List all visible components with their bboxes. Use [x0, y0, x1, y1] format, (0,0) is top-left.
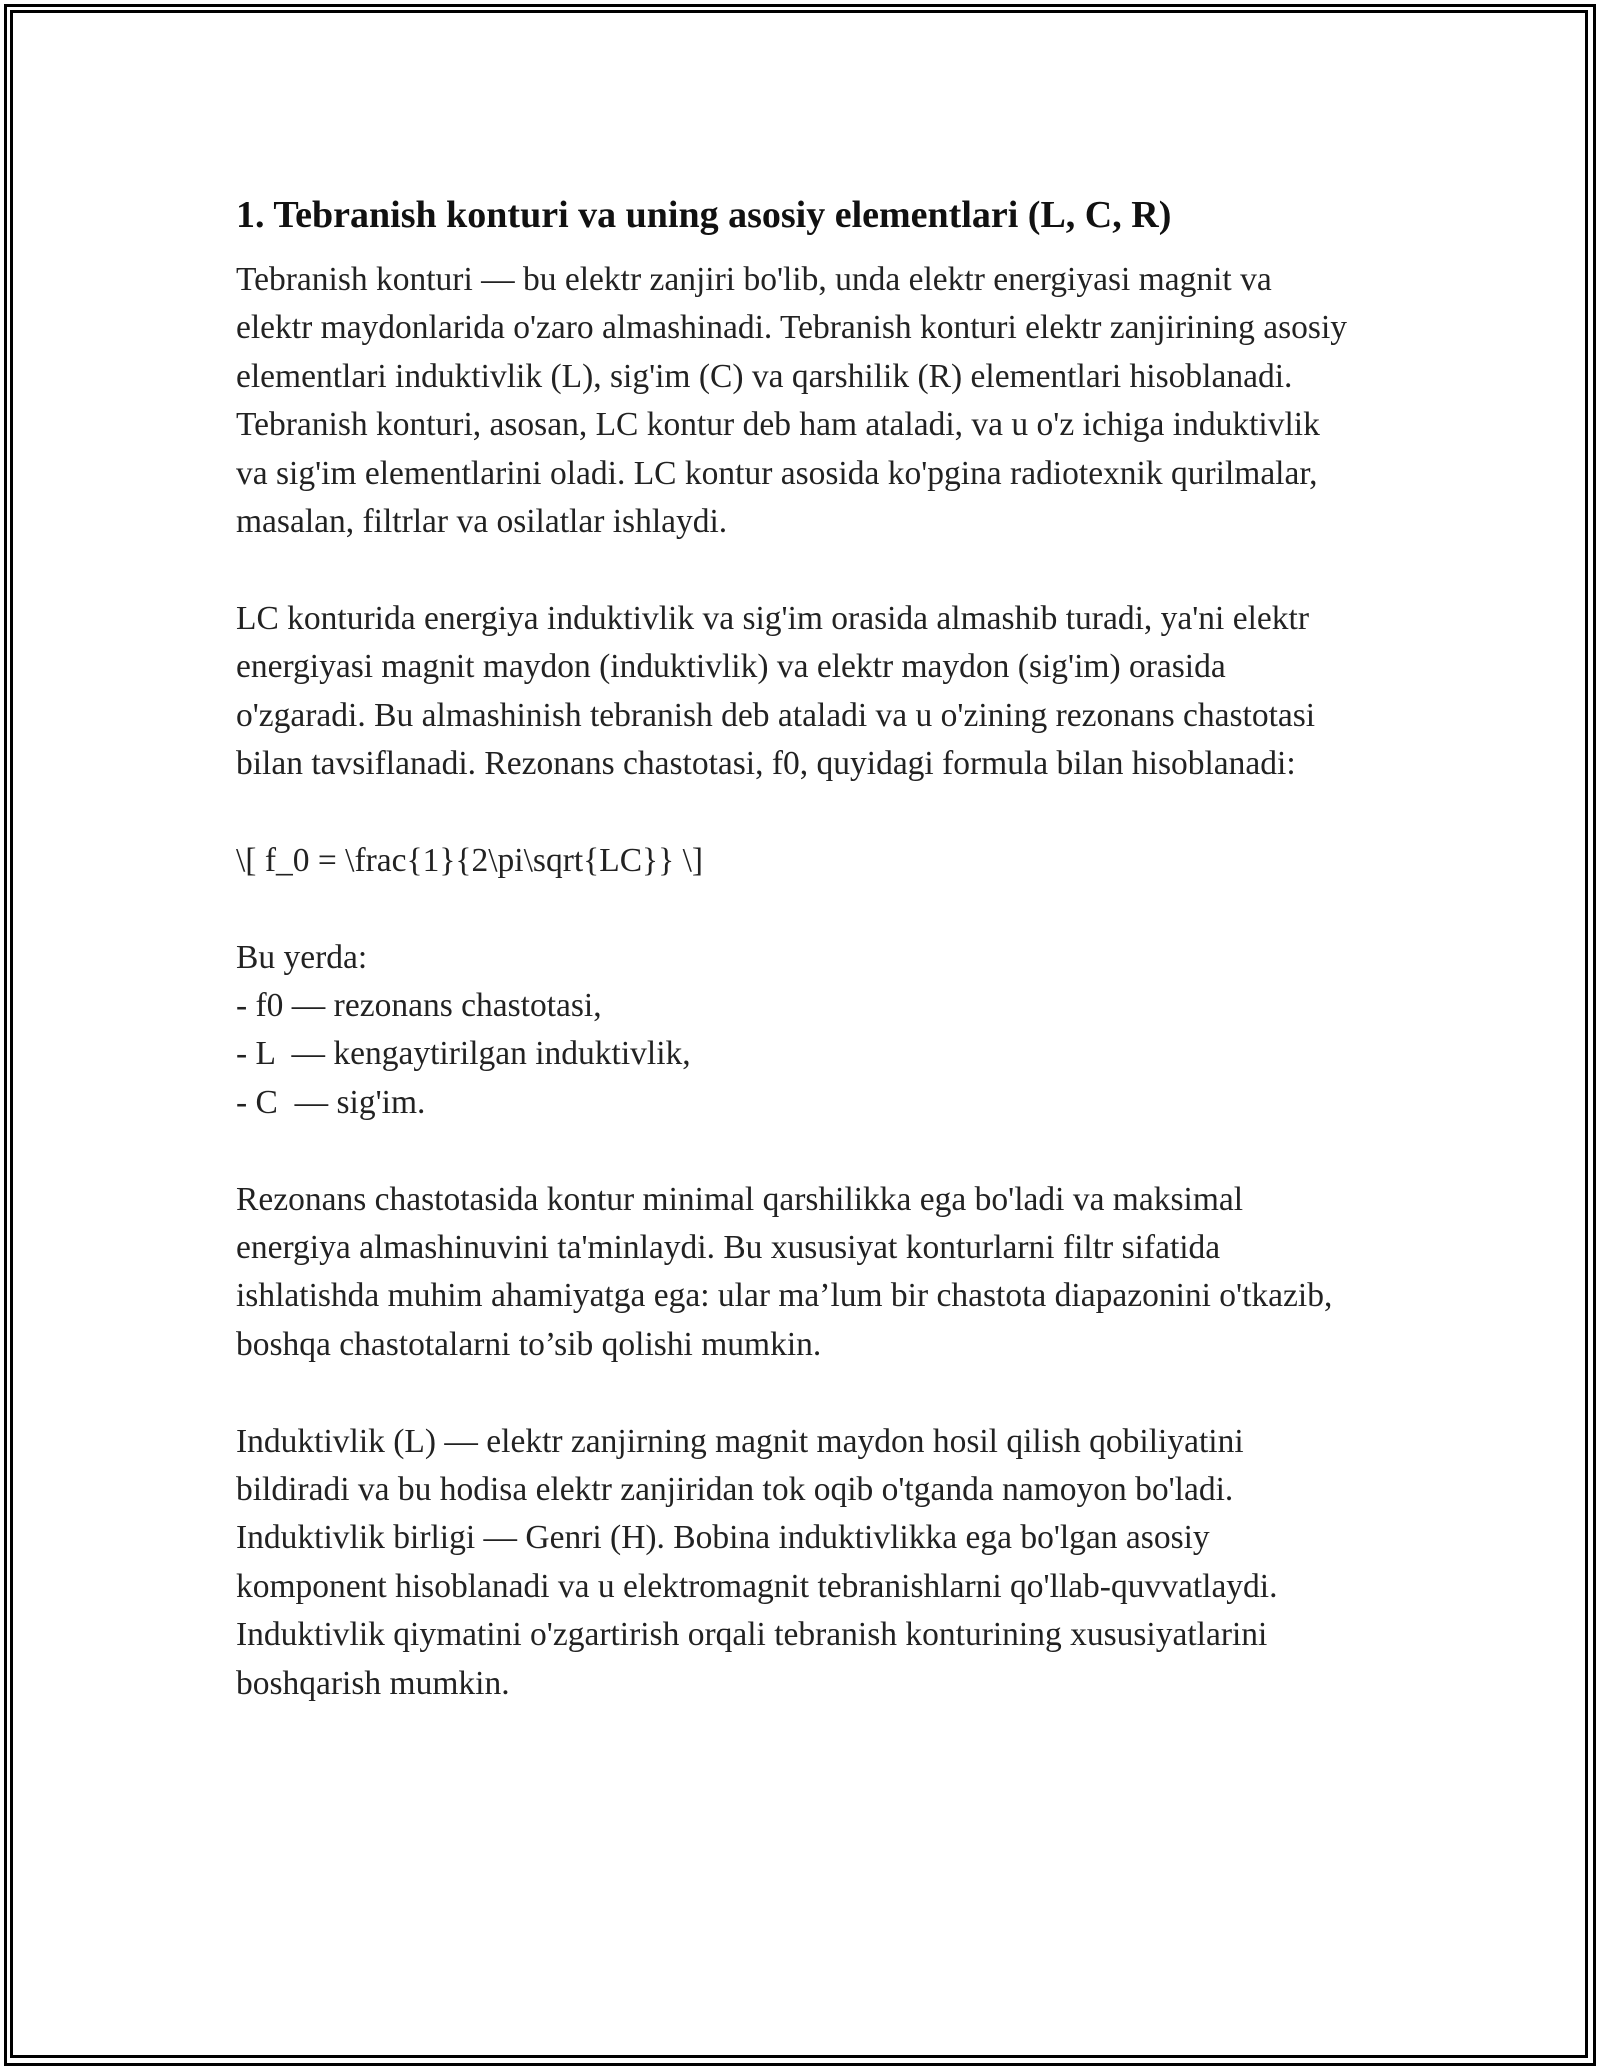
- document-body: [236, 188, 1356, 1708]
- definitions-list: [236, 934, 1356, 1128]
- definition-item-f0: - f0 — rezonans chastotasi,: [236, 987, 602, 1025]
- definition-item-c: - C — sig'im.: [236, 1083, 426, 1121]
- formula-resonance-frequency: \[ f_0 = \frac{1}{2\pi\sqrt{LC}} \]: [236, 841, 704, 879]
- section-heading: 1. Tebranish konturi va uning asosiy elementlari (L, C, R): [236, 194, 1172, 236]
- paragraph-inductance: Induktivlik (L) — elektr zanjirning magnit maydon hosil qilish qobiliyatini bildiradi va bu hodisa elektr zanjiridan tok oqib o'tganda namoyon bo'ladi. Induktivlik birligi — Genri (H). Bobina induktivlikka ega bo'lgan asosiy komponent hisoblanadi va u elektromagnit tebranishlarni qo'llab-quvvatlaydi. Induktivlik qiymatini o'zgartirish orqali tebranish konturining xususiyatlarini boshqarish mumkin.: [236, 1422, 1278, 1702]
- paragraph-lc-energy: LC konturida energiya induktivlik va sig'im orasida almashib turadi, ya'ni elektr energiyasi magnit maydon (induktivlik) va elektr maydon (sig'im) orasida o'zgaradi. Bu almashinish tebranish deb ataladi va u o'zining rezonans chastotasi bilan tavsiflanadi. Rezonans chastotasi, f0, quyidagi formula bilan hisoblanadi:: [236, 599, 1316, 783]
- paragraph-intro: Tebranish konturi — bu elektr zanjiri bo'lib, unda elektr energiyasi magnit va elektr maydonlarida o'zaro almashinadi. Tebranish konturi elektr zanjirining asosiy elementlari induktivlik (L), sig'im (C) va qarshilik (R) elementlari hisoblanadi. Tebranish konturi, asosan, LC kontur deb ham ataladi, va u o'z ichiga induktivlik va sig'im elementlarini oladi. LC kontur asosida ko'pgina radiotexnik qurilmalar, masalan, filtrlar va osilatlar ishlaydi.: [236, 261, 1348, 541]
- definitions-title: Bu yerda:: [236, 938, 368, 976]
- paragraph-resonance: Rezonans chastotasida kontur minimal qarshilikka ega bo'ladi va maksimal energiya almashinuvini ta'minlaydi. Bu xususiyat konturlarni filtr sifatida ishlatishda muhim ahamiyatga ega: ular ma’lum bir chastota diapazonini o'tkazib, boshqa chastotalarni to’sib qolishi mumkin.: [236, 1180, 1333, 1363]
- definition-item-l: - L — kengaytirilgan induktivlik,: [236, 1035, 691, 1073]
